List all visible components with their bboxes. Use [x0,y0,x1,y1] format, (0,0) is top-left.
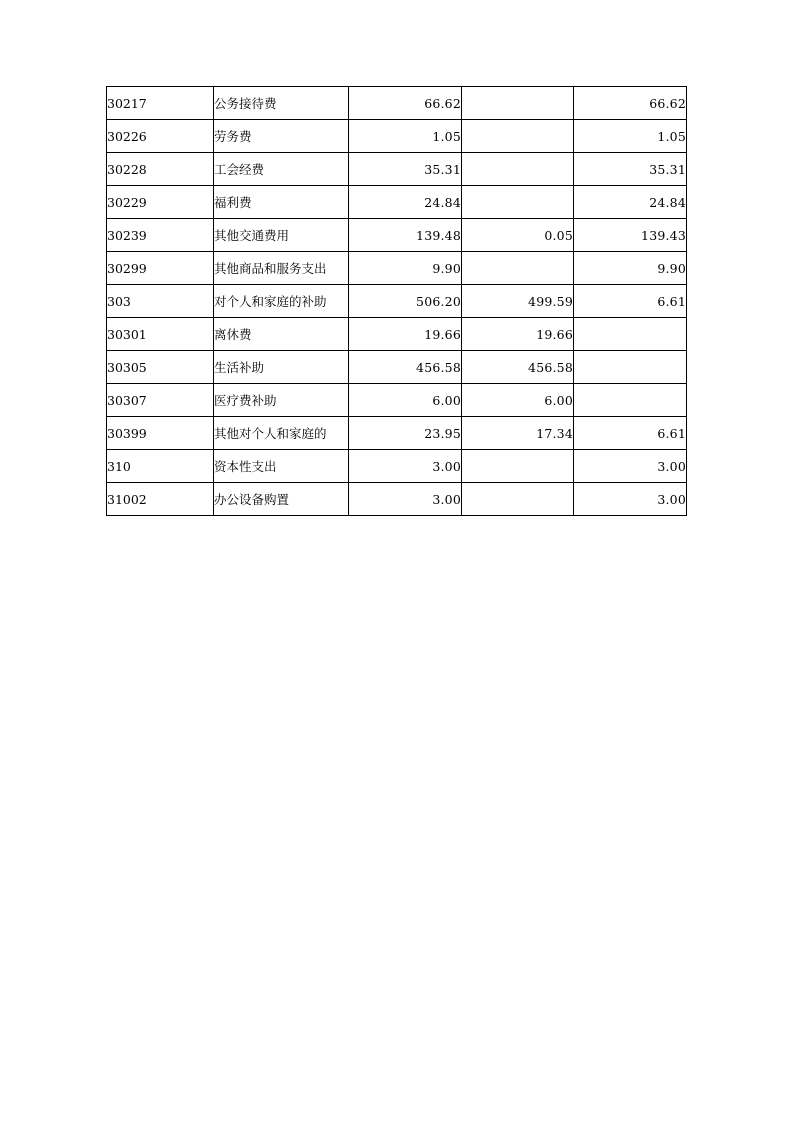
project-expenditure-cell: 24.84 [574,186,687,219]
project-expenditure-cell: 6.61 [574,417,687,450]
basic-expenditure-cell: 17.34 [462,417,574,450]
table-row [107,153,687,186]
project-expenditure-cell: 66.62 [574,87,687,120]
total-amount-cell: 1.05 [349,120,462,153]
project-expenditure-cell [574,384,687,417]
expense-name-cell: 福利费 [214,186,349,219]
project-expenditure-cell: 9.90 [574,252,687,285]
total-amount-cell: 66.62 [349,87,462,120]
economic-code-cell: 30299 [107,252,214,285]
project-expenditure-cell: 6.61 [574,285,687,318]
table-row [107,351,687,384]
expense-name-cell: 劳务费 [214,120,349,153]
project-expenditure-cell [574,318,687,351]
basic-expenditure-cell [462,120,574,153]
basic-expenditure-cell: 456.58 [462,351,574,384]
expense-name-cell: 对个人和家庭的补助 [214,285,349,318]
project-expenditure-cell: 3.00 [574,450,687,483]
economic-code-cell: 30228 [107,153,214,186]
expense-name-cell: 工会经费 [214,153,349,186]
economic-code-cell: 30239 [107,219,214,252]
economic-code-cell: 30217 [107,87,214,120]
table-row [107,186,687,219]
table-row [107,384,687,417]
expense-name-cell: 其他交通费用 [214,219,349,252]
expense-name-cell: 公务接待费 [214,87,349,120]
table-row [107,219,687,252]
total-amount-cell: 23.95 [349,417,462,450]
table-row [107,483,687,516]
expense-name-cell: 资本性支出 [214,450,349,483]
basic-expenditure-cell [462,252,574,285]
economic-code-cell: 30399 [107,417,214,450]
table-row [107,252,687,285]
basic-expenditure-cell [462,186,574,219]
economic-code-cell: 310 [107,450,214,483]
expense-name-cell: 生活补助 [214,351,349,384]
table-row [107,285,687,318]
total-amount-cell: 139.48 [349,219,462,252]
economic-code-cell: 30305 [107,351,214,384]
expense-name-cell: 其他对个人和家庭的 [214,417,349,450]
basic-expenditure-cell: 0.05 [462,219,574,252]
economic-code-cell: 30307 [107,384,214,417]
basic-expenditure-cell [462,483,574,516]
economic-code-cell: 303 [107,285,214,318]
total-amount-cell: 35.31 [349,153,462,186]
total-amount-cell: 24.84 [349,186,462,219]
project-expenditure-cell: 3.00 [574,483,687,516]
total-amount-cell: 506.20 [349,285,462,318]
expense-name-cell: 离休费 [214,318,349,351]
expense-name-cell: 医疗费补助 [214,384,349,417]
economic-code-cell: 30301 [107,318,214,351]
expense-name-cell: 其他商品和服务支出 [214,252,349,285]
total-amount-cell: 6.00 [349,384,462,417]
expenditure-table [106,86,687,516]
total-amount-cell: 3.00 [349,450,462,483]
table-row [107,450,687,483]
basic-expenditure-cell: 6.00 [462,384,574,417]
basic-expenditure-cell [462,450,574,483]
table-row [107,120,687,153]
table-row [107,87,687,120]
economic-code-cell: 30229 [107,186,214,219]
project-expenditure-cell: 1.05 [574,120,687,153]
expense-name-cell: 办公设备购置 [214,483,349,516]
project-expenditure-cell [574,351,687,384]
basic-expenditure-cell [462,153,574,186]
economic-code-cell: 30226 [107,120,214,153]
basic-expenditure-cell [462,87,574,120]
project-expenditure-cell: 139.43 [574,219,687,252]
total-amount-cell: 19.66 [349,318,462,351]
total-amount-cell: 456.58 [349,351,462,384]
economic-code-cell: 31002 [107,483,214,516]
table-row [107,318,687,351]
basic-expenditure-cell: 19.66 [462,318,574,351]
table-row [107,417,687,450]
project-expenditure-cell: 35.31 [574,153,687,186]
basic-expenditure-cell: 499.59 [462,285,574,318]
total-amount-cell: 9.90 [349,252,462,285]
total-amount-cell: 3.00 [349,483,462,516]
table-body [107,87,687,516]
